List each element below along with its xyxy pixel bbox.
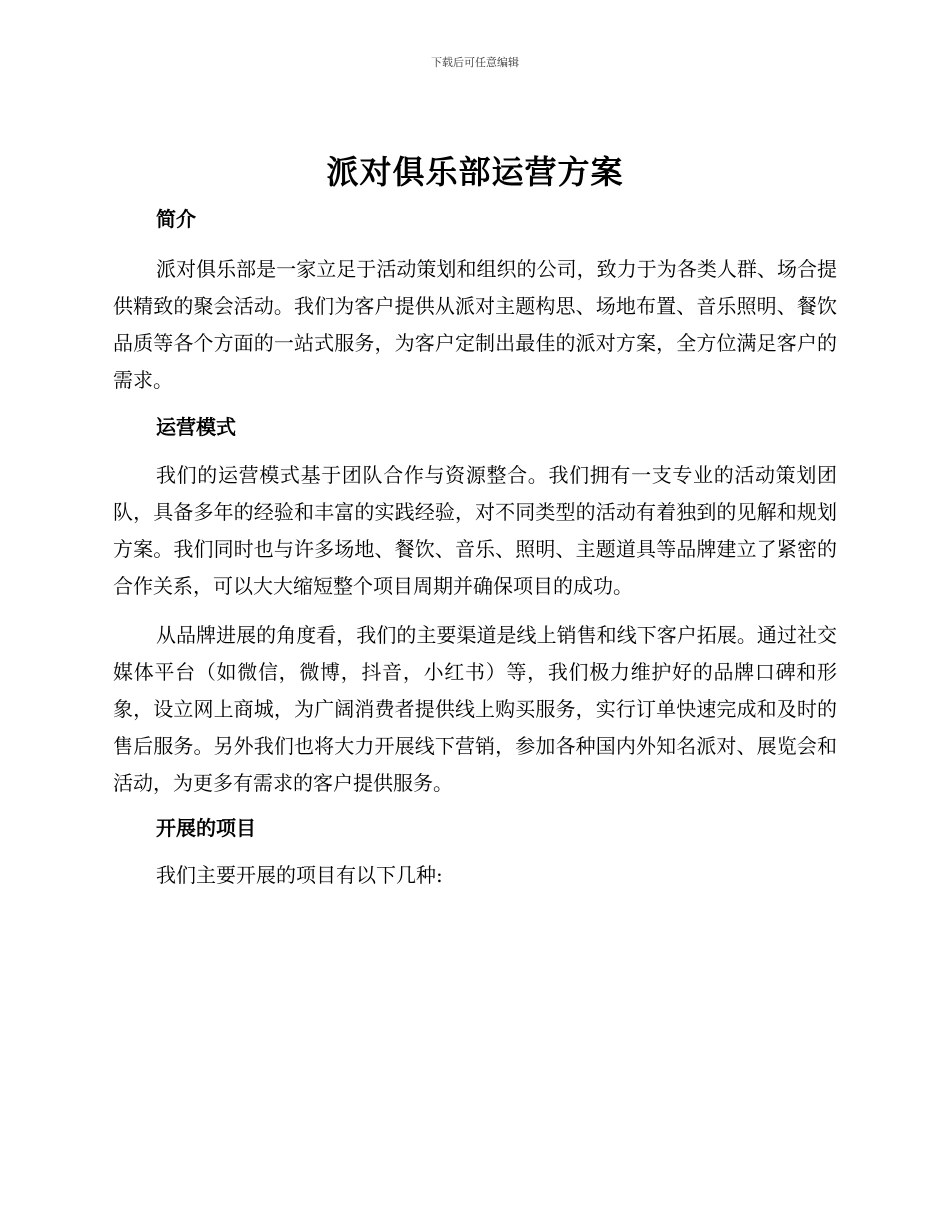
section-heading-intro: 简介 [156,207,196,231]
paragraph-intro: 派对俱乐部是一家立足于活动策划和组织的公司，致力于为各类人群、场合提供精致的聚会活动。我们为客户提供从派对主题构思、场地布置、音乐照明、餐饮品质等各个方面的一站式服务，为客户定制出最佳的派对方案，全方位满足客户的需求。 [113,257,837,392]
page-header-note: 下载后可任意编辑 [431,56,519,69]
section-heading-projects: 开展的项目 [156,816,256,840]
document-title: 派对俱乐部运营方案 [326,153,624,191]
document-body [113,150,837,894]
paragraph-operation-model-1: 我们的运营模式基于团队合作与资源整合。我们拥有一支专业的活动策划团队，具备多年的经验和丰富的实践经验，对不同类型的活动有着独到的见解和规划方案。我们同时也与许多场地、餐饮、音乐、照明、主题道具等品牌建立了紧密的合作关系，可以大大缩短整个项目周期并确保项目的成功。 [113,463,837,598]
section-heading-operation-model: 运营模式 [156,415,236,439]
paragraph-projects-intro: 我们主要开展的项目有以下几种: [156,863,443,887]
paragraph-operation-model-2: 从品牌进展的角度看，我们的主要渠道是线上销售和线下客户拓展。通过社交媒体平台（如微信，微博，抖音，小红书）等，我们极力维护好的品牌口碑和形象，设立网上商城，为广阔消费者提供线上购买服务，实行订单快速完成和及时的售后服务。另外我们也将大力开展线下营销，参加各种国内外知名派对、展览会和活动，为更多有需求的客户提供服务。 [113,623,837,795]
